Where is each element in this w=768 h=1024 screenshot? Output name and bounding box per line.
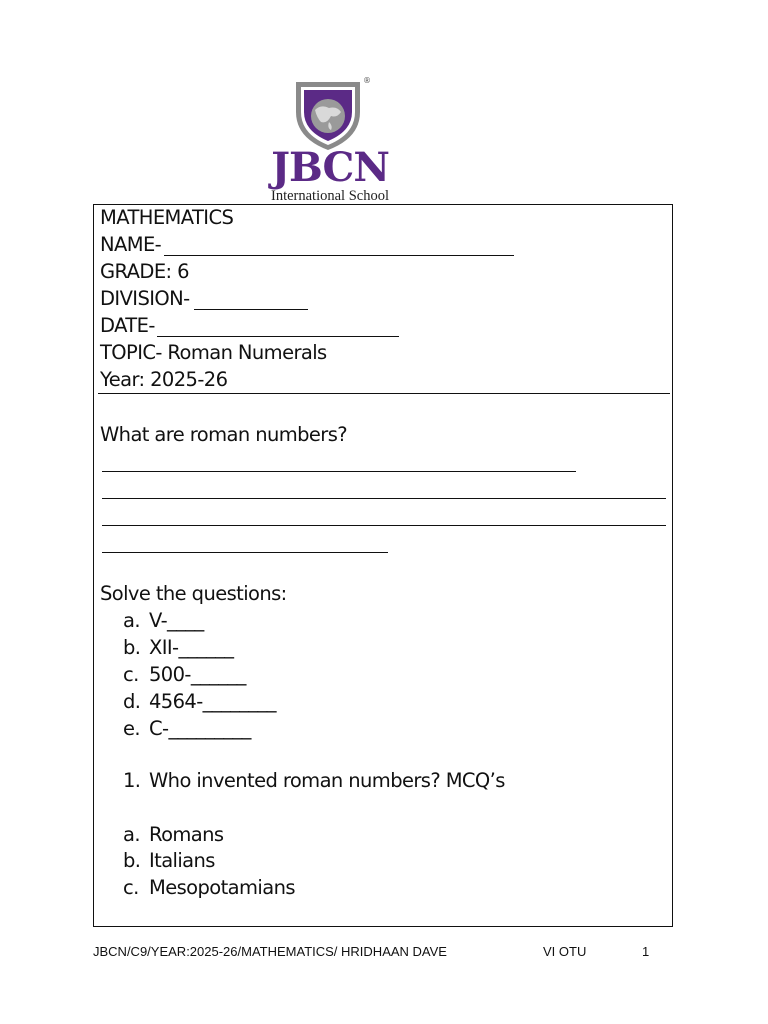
subject-heading: MATHEMATICS [100,206,234,229]
mcq-question [123,769,505,793]
mcq-option-text: Italians [149,849,215,872]
mcq-option[interactable] [123,823,223,847]
solve-item-text[interactable]: V-____ [149,609,204,632]
mcq-option-text: Romans [149,823,224,846]
solve-item-label: e. [123,717,140,740]
worksheet-box [93,204,673,927]
solve-item-label: c. [123,663,139,686]
mcq-option-label: a. [123,823,140,846]
solve-item-text[interactable]: XII-______ [149,636,234,659]
answer-line[interactable] [102,498,666,499]
solve-item [123,663,246,687]
question-what-are-roman-numbers: What are roman numbers? [100,423,348,446]
answer-line[interactable] [102,552,388,553]
solve-item-text[interactable]: 500-______ [149,663,246,686]
topic-label: TOPIC- Roman Numerals [100,341,327,364]
school-brand-name: JBCN [271,144,389,191]
solve-item [123,636,233,660]
solve-item [123,609,204,633]
footer-tag: VI OTU [543,944,587,959]
school-subtitle: International School [271,188,389,204]
mcq-option[interactable] [123,849,215,873]
solve-item-label: b. [123,636,141,659]
mcq-question-text: Who invented roman numbers? MCQ’s [149,769,505,792]
answer-line[interactable] [102,525,666,526]
registered-mark: ® [363,76,371,85]
year-label: Year: 2025-26 [100,368,228,391]
mcq-option-label: c. [123,876,139,899]
footer-code: JBCN/C9/YEAR:2025-26/MATHEMATICS/ HRIDHAAN DAVE [93,944,447,959]
name-blank[interactable] [164,255,514,256]
solve-item-text[interactable]: C-_________ [149,717,251,740]
school-logo [255,74,405,206]
mcq-option-label: b. [123,849,141,872]
solve-item-label: a. [123,609,140,632]
solve-item-label: d. [123,690,141,713]
mcq-option-text: Mesopotamians [149,876,295,899]
grade-label: GRADE: 6 [100,260,189,283]
mcq-option[interactable] [123,876,295,900]
division-blank[interactable] [194,309,308,310]
division-label: DIVISION- [100,287,190,310]
name-label: NAME- [100,233,162,256]
header-divider [98,393,670,394]
date-label: DATE- [100,314,155,337]
mcq-question-number: 1. [123,769,141,792]
date-blank[interactable] [157,336,399,337]
solve-item-text[interactable]: 4564-________ [149,690,276,713]
page-number: 1 [642,944,650,959]
answer-line[interactable] [102,471,576,472]
solve-item [123,717,251,741]
solve-item [123,690,276,714]
solve-heading: Solve the questions: [100,582,287,605]
shield-globe-icon [293,78,363,152]
